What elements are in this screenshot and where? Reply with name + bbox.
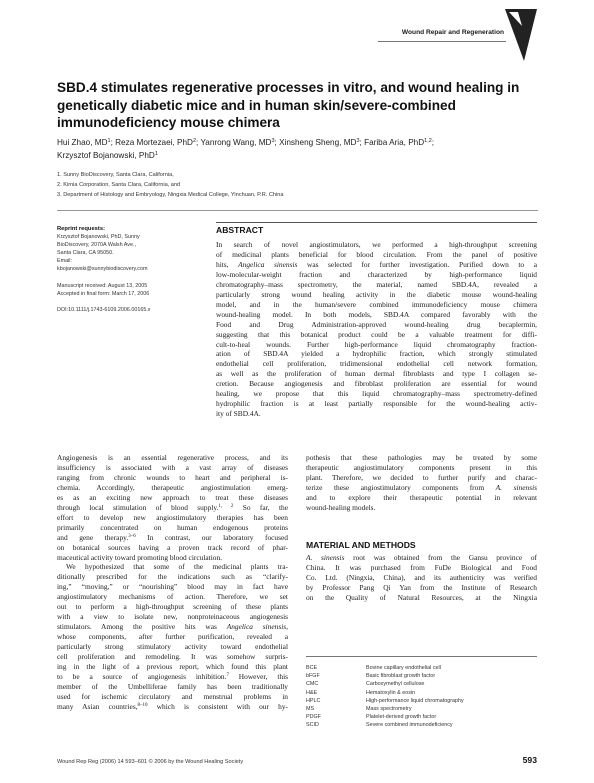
abbreviation-row xyxy=(306,697,537,705)
affiliation-list xyxy=(57,171,517,200)
citation: 1, 2 xyxy=(218,503,234,509)
body-line: ing,” “moving,” or “nourishing” blood may in fact have xyxy=(57,582,288,592)
abstract-line: particularly strong wound healing activity in the diabetic mouse wound-healing xyxy=(216,289,537,299)
body-text: , xyxy=(286,622,288,632)
body-line: cell proliferation and remodeling. It was somehow surpris- xyxy=(57,652,288,662)
abstract-line: In search of novel angiostimulators, we performed a high-throughput screening xyxy=(216,240,537,249)
body-line: ing in the light of a previous report, which found this plant xyxy=(57,662,288,672)
reprint-address-line: Krzysztof Bojanowski, PhD, Sunny xyxy=(57,234,140,241)
author-affiliation-marker: 2 xyxy=(192,138,197,144)
abbreviation: SCID xyxy=(306,722,319,729)
reprint-address-line: Santa Clara, CA 95050. xyxy=(57,250,114,257)
abstract-line: cult-to-heal wounds. Further high-performance liquid chromatography fraction- xyxy=(216,339,537,349)
journal-logo-icon xyxy=(504,8,538,62)
abstract-line: model, and in the human/severe combined immunodeficiency mouse chimera xyxy=(216,299,537,309)
body-text: to be a source of angiogenesis inhibition. xyxy=(57,671,227,681)
journal-citation-footer: Wound Rep Reg (2006) 14 593–601 © 2006 by the Wound Healing Society xyxy=(57,759,244,765)
body-line: maceutical activity toward promoting blood circulation. xyxy=(57,552,223,562)
body-line: effort to develop new angiostimulatory therapies has been xyxy=(57,512,288,522)
header-divider xyxy=(378,41,506,42)
abbreviation-definition: Bovine capillary endothelial cell xyxy=(366,665,441,671)
citation: 3–6 xyxy=(128,533,136,539)
abbreviation-row xyxy=(306,705,537,713)
body-line xyxy=(57,702,288,712)
body-text: root was obtained from the Gansu province of xyxy=(344,553,537,562)
author-separator: ; xyxy=(359,138,365,147)
body-text: In contrast, our laboratory focused xyxy=(135,532,288,542)
body-line: by Professor Pang Qi Yan from the Institute of Research xyxy=(306,582,537,592)
abbreviation-definition: Carboxymethyl cellulose xyxy=(366,681,425,688)
affiliation: 2. Kirnia Corporation, Santa Clara, California, and xyxy=(57,181,181,188)
author-affiliation-marker: 1 xyxy=(107,138,111,144)
body-line xyxy=(57,672,288,682)
abbreviation: PDGF xyxy=(306,714,321,721)
abstract-line: of medicinal plants beneficial for blood circulation. From the panel of positive xyxy=(216,249,537,259)
abstract-heading: ABSTRACT xyxy=(216,225,264,235)
body-line: China. It was purchased from FuDe Biological and Food xyxy=(306,562,537,572)
correspondence-panel xyxy=(57,225,187,314)
body-line: member of the Umbelliferae family has been traditionally xyxy=(57,681,288,691)
body-line: and to explore their therapeutic potential in relevant xyxy=(306,492,537,502)
abstract-line: as well as the proliferation of human dermal fibroblasts and type I collagen se- xyxy=(216,369,537,379)
abbreviation-row xyxy=(306,689,537,697)
body-line xyxy=(57,622,288,632)
author-affiliation-marker: 1 xyxy=(154,150,158,157)
body-line: pothesis that these pathologies may be treated by some xyxy=(306,453,537,462)
abstract-line: endothelial cell proliferation, tridimensional endothelial cell network formation, xyxy=(216,359,537,369)
introduction-continuation xyxy=(306,453,537,513)
abbreviations-divider xyxy=(306,656,537,657)
species-name: Angelica sinensis xyxy=(226,622,287,632)
reprint-requests-heading: Reprint requests: xyxy=(57,226,105,232)
accepted-date: Accepted in final form: March 17, 2006 xyxy=(57,290,150,297)
abstract-line: wound-healing model. In both models, SBD.4A compared favorably with the xyxy=(216,309,537,319)
affiliation: 1. Sunny BioDiscovery, Santa Clara, California, xyxy=(57,172,174,178)
body-line: primarily concentrated on human endogenous proteins xyxy=(57,522,288,532)
section-label: Wound Repair and Regeneration xyxy=(401,29,504,36)
body-line: therapeutic angiostimulatory components present in this xyxy=(306,462,537,472)
species-name: Angelica sinensis xyxy=(238,259,298,269)
body-text: terize these angiostimulatory components from xyxy=(306,482,496,492)
abbreviation-row xyxy=(306,664,537,672)
body-text: many Asian countries, xyxy=(57,701,138,711)
author-name: Fariba Aria, PhD xyxy=(364,138,425,147)
body-line: Angiogenesis is an essential regenerative process, and its xyxy=(57,453,288,462)
author-separator: ; xyxy=(431,138,435,147)
body-text: stimulators. Among the positive hits was xyxy=(57,622,227,632)
body-line: with a view to isolate new, nonproteinaceous angiogenesis xyxy=(57,612,288,622)
abstract-line: ity of SBD.4A. xyxy=(216,409,261,419)
author-name: Reza Mortezaei, PhD xyxy=(115,138,193,147)
body-text: through local stimulation of blood supply. xyxy=(57,502,219,512)
abbreviation-definition: Basic fibroblast growth factor xyxy=(366,673,436,680)
author-name: Yanrong Wang, MD xyxy=(200,138,272,147)
reprint-address-line: Email: xyxy=(57,258,72,265)
abbreviation-definition: Hematoxylin & eosin xyxy=(366,689,416,696)
abstract-text: was selected for further investigation. Purified down to a xyxy=(297,259,537,269)
body-text: and gene therapy. xyxy=(57,532,129,542)
abbreviation: BCE xyxy=(306,665,318,671)
body-line: es as an exciting new approach to treat these diseases xyxy=(57,492,288,502)
species-name: A. sinensis xyxy=(306,553,345,562)
abbreviation: bFGF xyxy=(306,673,320,680)
author-separator: ; xyxy=(274,138,280,147)
abstract-text: hits, xyxy=(216,259,239,269)
abstract-line: chromatography–mass spectrometry, the material, named SBD.4A, revealed a xyxy=(216,279,537,289)
author-separator: ; xyxy=(110,138,116,147)
abstract-divider xyxy=(216,222,537,223)
abstract-line: cretion. Because angiogenesis and fibroblast proliferation are essential for wound xyxy=(216,379,537,389)
abstract-line: healing, we propose that this liquid chromatography–mass spectrometry-defined xyxy=(216,389,537,399)
abbreviation-definition: High-performance liquid chromatography xyxy=(366,697,464,704)
article-title: SBD.4 stimulates regenerative processes in vitro, and wound healing in genetically diabetic mice and in human skin/severe-combined immunodeficiency mouse chimera xyxy=(57,80,520,130)
abbreviation: H&E xyxy=(306,689,318,696)
abbreviation: HPLC xyxy=(306,697,321,704)
abbreviation-definition: Severe combined immunodeficiency xyxy=(366,722,453,729)
abstract-line: ation of SBD.4A yielded a hydrophilic fraction, which strongly stimulated xyxy=(216,349,537,359)
citation: 7 xyxy=(226,672,229,678)
body-line: ditionally prescribed for the indications such as “clarify- xyxy=(57,572,288,582)
abbreviation-definition: Platelet-derived growth factor xyxy=(366,714,437,721)
abstract-line: low-molecular-weight fraction and characterized by high-performance liquid xyxy=(216,269,537,279)
abbreviation-row xyxy=(306,721,537,729)
body-line: out to perform a high-throughput screening of these plants xyxy=(57,602,288,612)
reprint-address-line: BioDiscovery, 2070A Walsh Ave., xyxy=(57,242,136,249)
abstract-body xyxy=(216,240,537,419)
methods-heading: MATERIAL AND METHODS xyxy=(306,540,416,550)
author-name: Xinsheng Sheng, MD xyxy=(279,138,357,147)
abbreviation-row xyxy=(306,713,537,721)
body-line: used for ischemic circulatory and menstrual problems in xyxy=(57,691,288,701)
author-name: Hui Zhao, MD xyxy=(57,138,108,147)
manuscript-received-date: Manuscript received: August 13, 2005 xyxy=(57,282,148,289)
body-line: insufficiency is associated with a vast array of diseases xyxy=(57,462,288,472)
abstract-line: Food and Drug Administration-approved wound-healing drug becaplermin, xyxy=(216,319,537,329)
body-line: plant. Therefore, we decided to further purify and charac- xyxy=(306,472,537,482)
affiliation-divider xyxy=(57,210,538,211)
body-line: angiostimulatory mechanisms of action. Therefore, we set xyxy=(57,592,288,602)
abstract-line: hydrophilic fraction is at least partially responsible for the wound-healing activ- xyxy=(216,399,537,409)
body-line: wound-healing models. xyxy=(306,502,376,512)
author-name: Krzysztof Bojanowski, PhD xyxy=(57,150,155,160)
author-affiliation-marker: 1,2 xyxy=(424,138,432,144)
body-line: chemia. Accordingly, therapeutic angiostimulation emerg- xyxy=(57,482,288,492)
page-number: 593 xyxy=(522,755,537,765)
citation: 8–10 xyxy=(137,702,148,708)
author-affiliation-marker: 3 xyxy=(356,138,360,144)
body-line xyxy=(57,533,288,543)
body-line xyxy=(57,503,288,513)
abbreviations-table xyxy=(306,664,537,730)
abbreviation: CMC xyxy=(306,681,319,688)
body-text: However, this xyxy=(228,671,288,681)
abbreviation-row xyxy=(306,672,537,680)
body-line: particularly strong stimulatory activity toward endothelial xyxy=(57,642,288,652)
reprint-email[interactable]: kbojanowski@sunnybiodiscovery.com xyxy=(57,266,148,273)
author-list xyxy=(57,137,517,163)
species-name: A. sinensis xyxy=(495,482,538,492)
author-separator: ; xyxy=(196,138,201,147)
body-line: We hypothesized that some of the medicinal plants tra- xyxy=(66,562,288,572)
body-line: Co. Ltd. (Ningxia, China), and its authenticity was verified xyxy=(306,572,537,582)
body-line: on botanical sources having a proven track record of phar- xyxy=(57,542,288,552)
abstract-line: suggesting that this botanical product could be a valuable treatment for diffi- xyxy=(216,329,537,339)
abstract-line xyxy=(216,260,537,270)
body-line: whose components, after further purification, revealed a xyxy=(57,632,288,642)
abbreviation-row xyxy=(306,680,537,688)
abbreviation: MS xyxy=(306,706,315,713)
abbreviation-definition: Mass spectrometry xyxy=(366,706,412,713)
body-line xyxy=(306,553,537,563)
body-line xyxy=(306,483,537,493)
body-line: ranging from chronic wounds to heart and peripheral is- xyxy=(57,472,288,482)
doi[interactable]: DOI:10.1111/j.1743-6109.2006.00165.x xyxy=(57,306,151,313)
introduction-column xyxy=(57,453,288,712)
body-text: So far, the xyxy=(233,502,289,512)
affiliation: 3. Department of Histology and Embryology, Ningxia Medical College, Yinchuan, P.R. China xyxy=(57,191,284,198)
author-affiliation-marker: 3 xyxy=(271,138,275,144)
body-line: on the Quality of Natural Resources, at the Ningxia xyxy=(306,592,537,602)
body-text: which is consistent with our hy- xyxy=(147,701,288,711)
methods-body xyxy=(306,553,537,603)
